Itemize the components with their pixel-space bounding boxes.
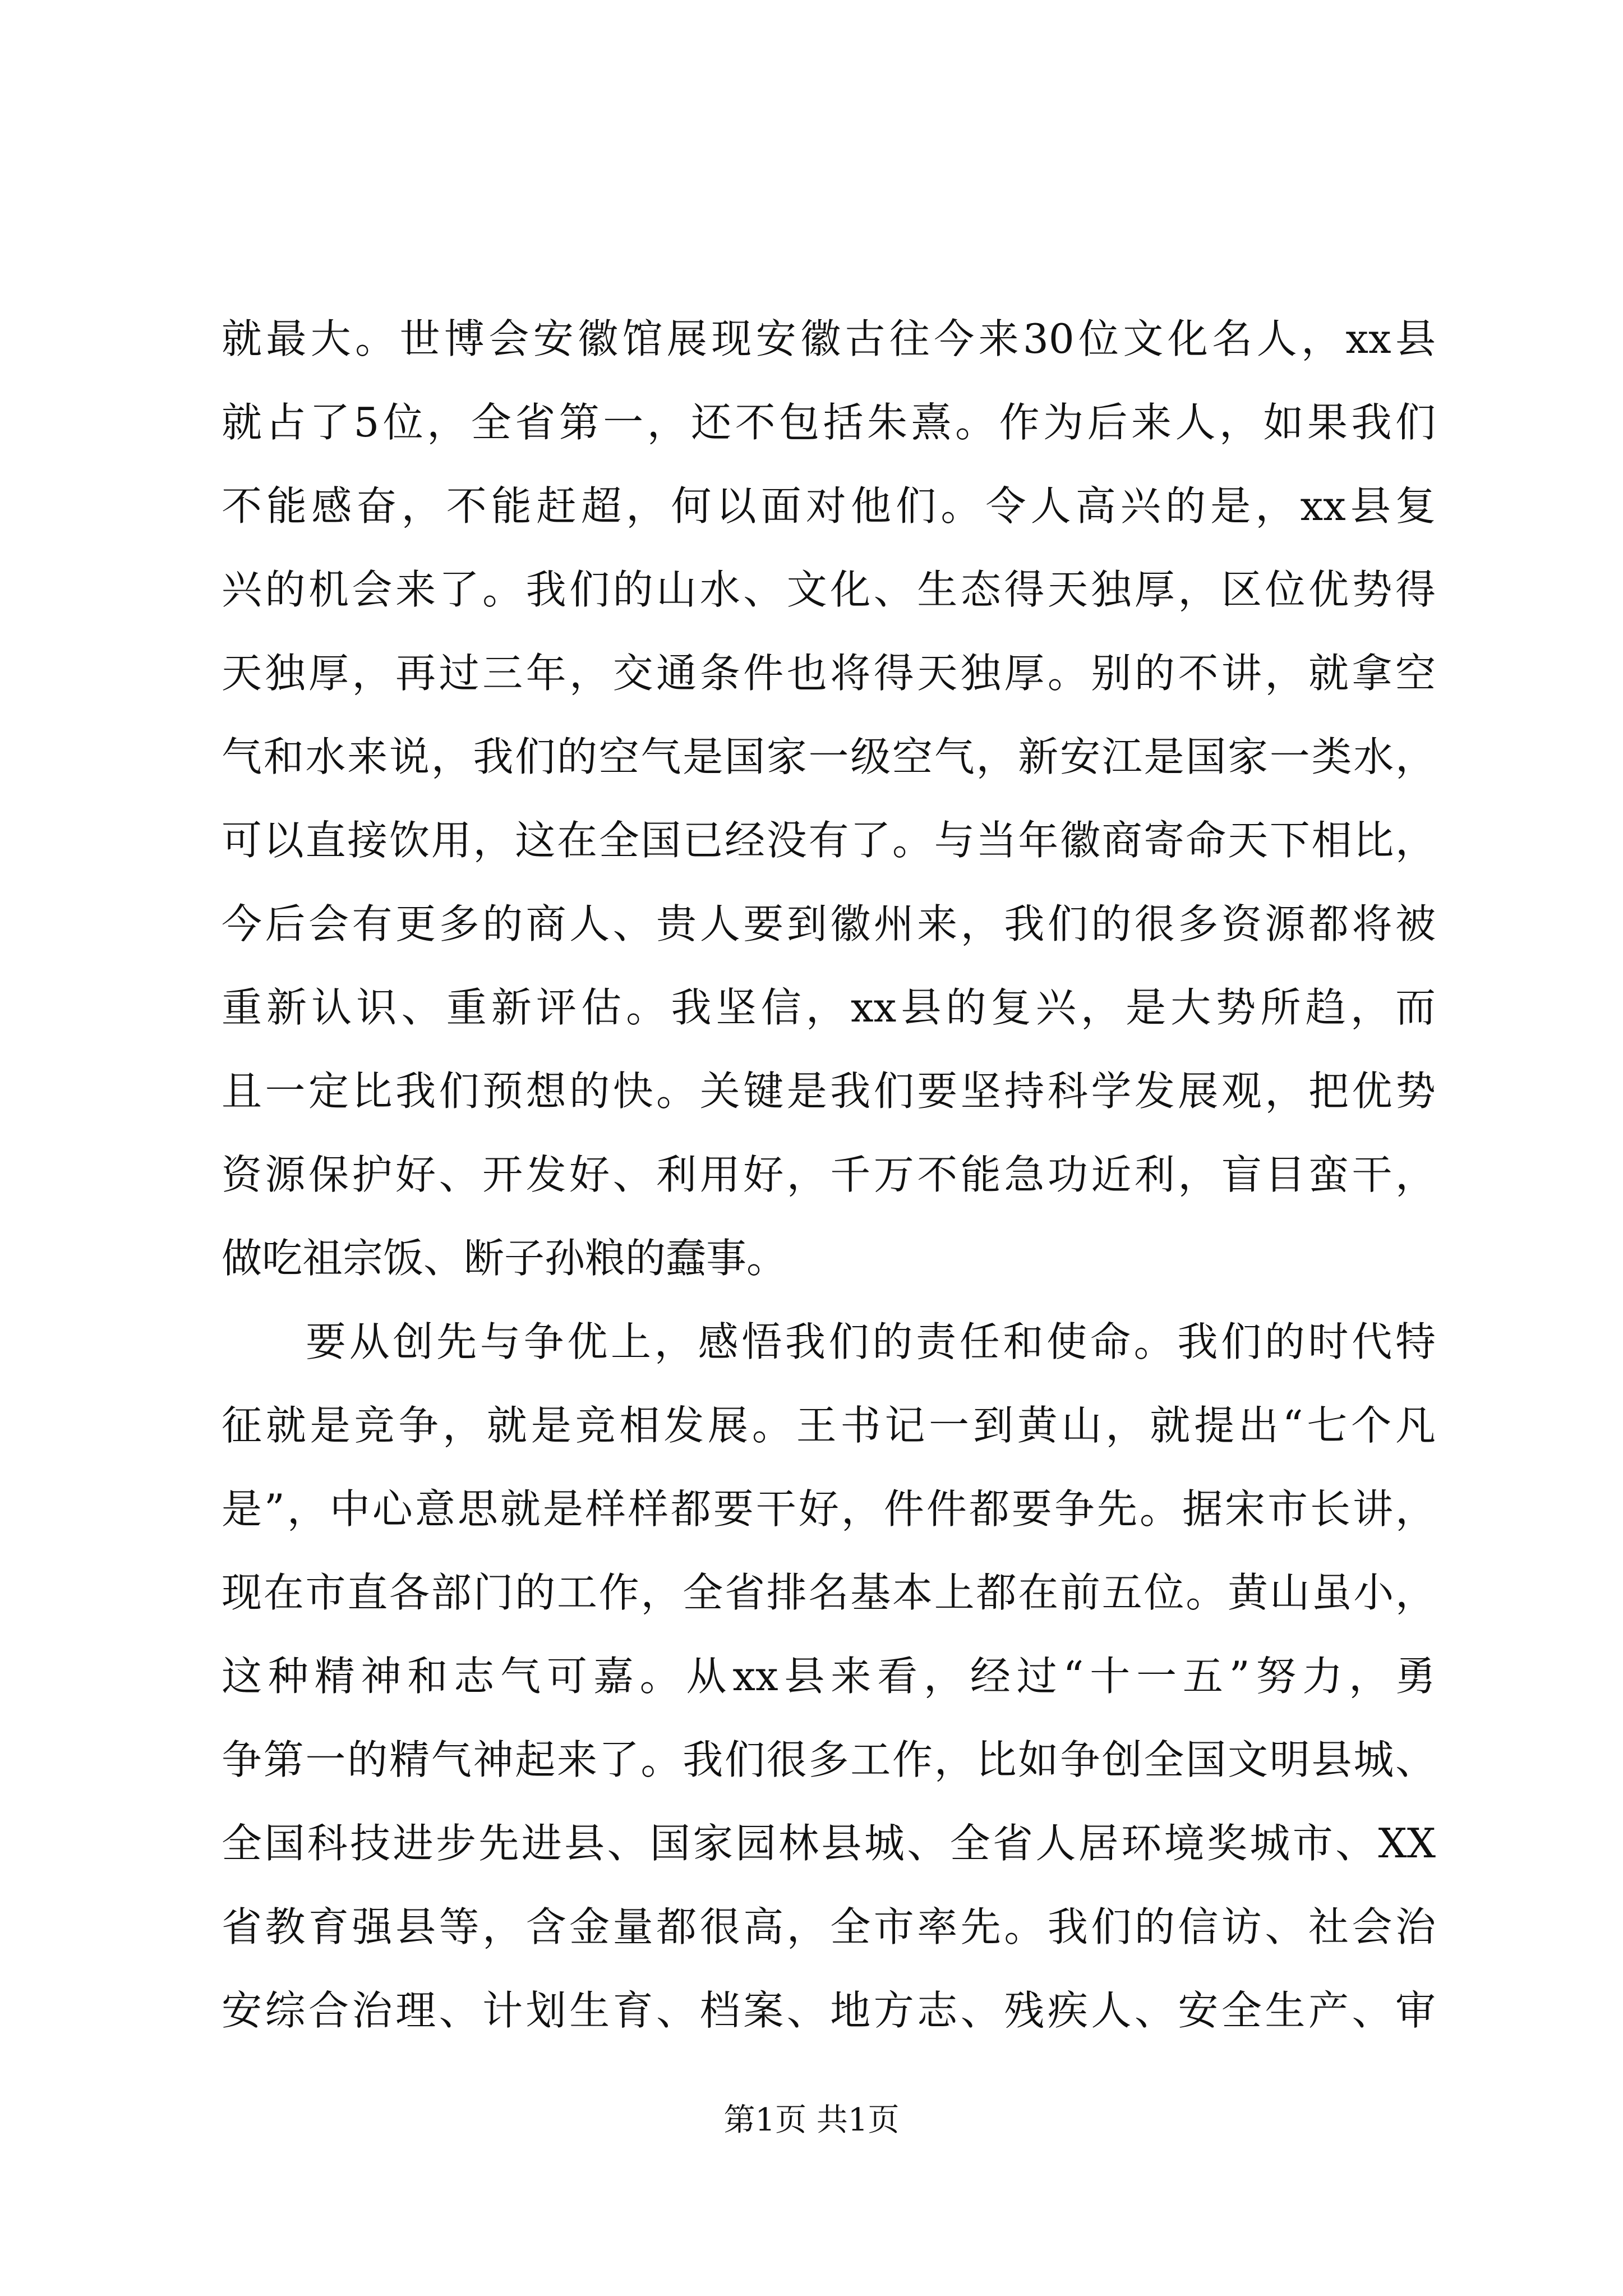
text-line: 征就是竞争，就是竞相发展。王书记一到黄山，就提出“七个凡 — [222, 1402, 1436, 1449]
text-line: 重新认识、重新评估。我坚信，xx县的复兴，是大势所趋，而 — [222, 984, 1436, 1031]
text-line: 资源保护好、开发好、利用好，千万不能急功近利，盲目蛮干， — [222, 1151, 1436, 1198]
document-body — [222, 297, 1436, 2053]
text-line: 不能感奋，不能赶超，何以面对他们。令人高兴的是，xx县复 — [222, 482, 1436, 530]
text-line: 天独厚，再过三年，交通条件也将得天独厚。别的不讲，就拿空 — [222, 650, 1436, 697]
text-line: 今后会有更多的商人、贵人要到徽州来，我们的很多资源都将被 — [222, 900, 1436, 947]
text-line: 就最大。世博会安徽馆展现安徽古往今来30位文化名人，xx县 — [222, 315, 1436, 362]
text-line: 可以直接饮用，这在全国已经没有了。与当年徽商寄命天下相比， — [222, 817, 1436, 864]
text-line: 安综合治理、计划生育、档案、地方志、残疾人、安全生产、审 — [222, 1987, 1436, 2034]
text-line: 争第一的精气神起来了。我们很多工作，比如争创全国文明县城、 — [222, 1736, 1436, 1783]
page-footer: 第1页 共1页 — [723, 2102, 900, 2138]
text-line: 就占了5位，全省第一，还不包括朱熹。作为后来人，如果我们 — [222, 399, 1436, 446]
text-line: 省教育强县等，含金量都很高，全市率先。我们的信访、社会治 — [222, 1903, 1436, 1950]
text-line: 要从创先与争优上，感悟我们的责任和使命。我们的时代特 — [306, 1318, 1436, 1365]
text-line: 全国科技进步先进县、国家园林县城、全省人居环境奖城市、XX — [222, 1820, 1436, 1867]
text-line: 做吃祖宗饭、断子孙粮的蠢事。 — [222, 1235, 787, 1282]
text-line: 这种精神和志气可嘉。从xx县来看，经过“十一五”努力，勇 — [222, 1653, 1436, 1700]
text-line: 气和水来说，我们的空气是国家一级空气，新安江是国家一类水， — [222, 733, 1436, 780]
text-line: 且一定比我们预想的快。关键是我们要坚持科学发展观，把优势 — [222, 1068, 1436, 1115]
text-line: 是”，中心意思就是样样都要干好，件件都要争先。据宋市长讲， — [222, 1485, 1436, 1533]
text-line: 现在市直各部门的工作，全省排名基本上都在前五位。黄山虽小， — [222, 1569, 1436, 1616]
text-line: 兴的机会来了。我们的山水、文化、生态得天独厚，区位优势得 — [222, 566, 1436, 613]
